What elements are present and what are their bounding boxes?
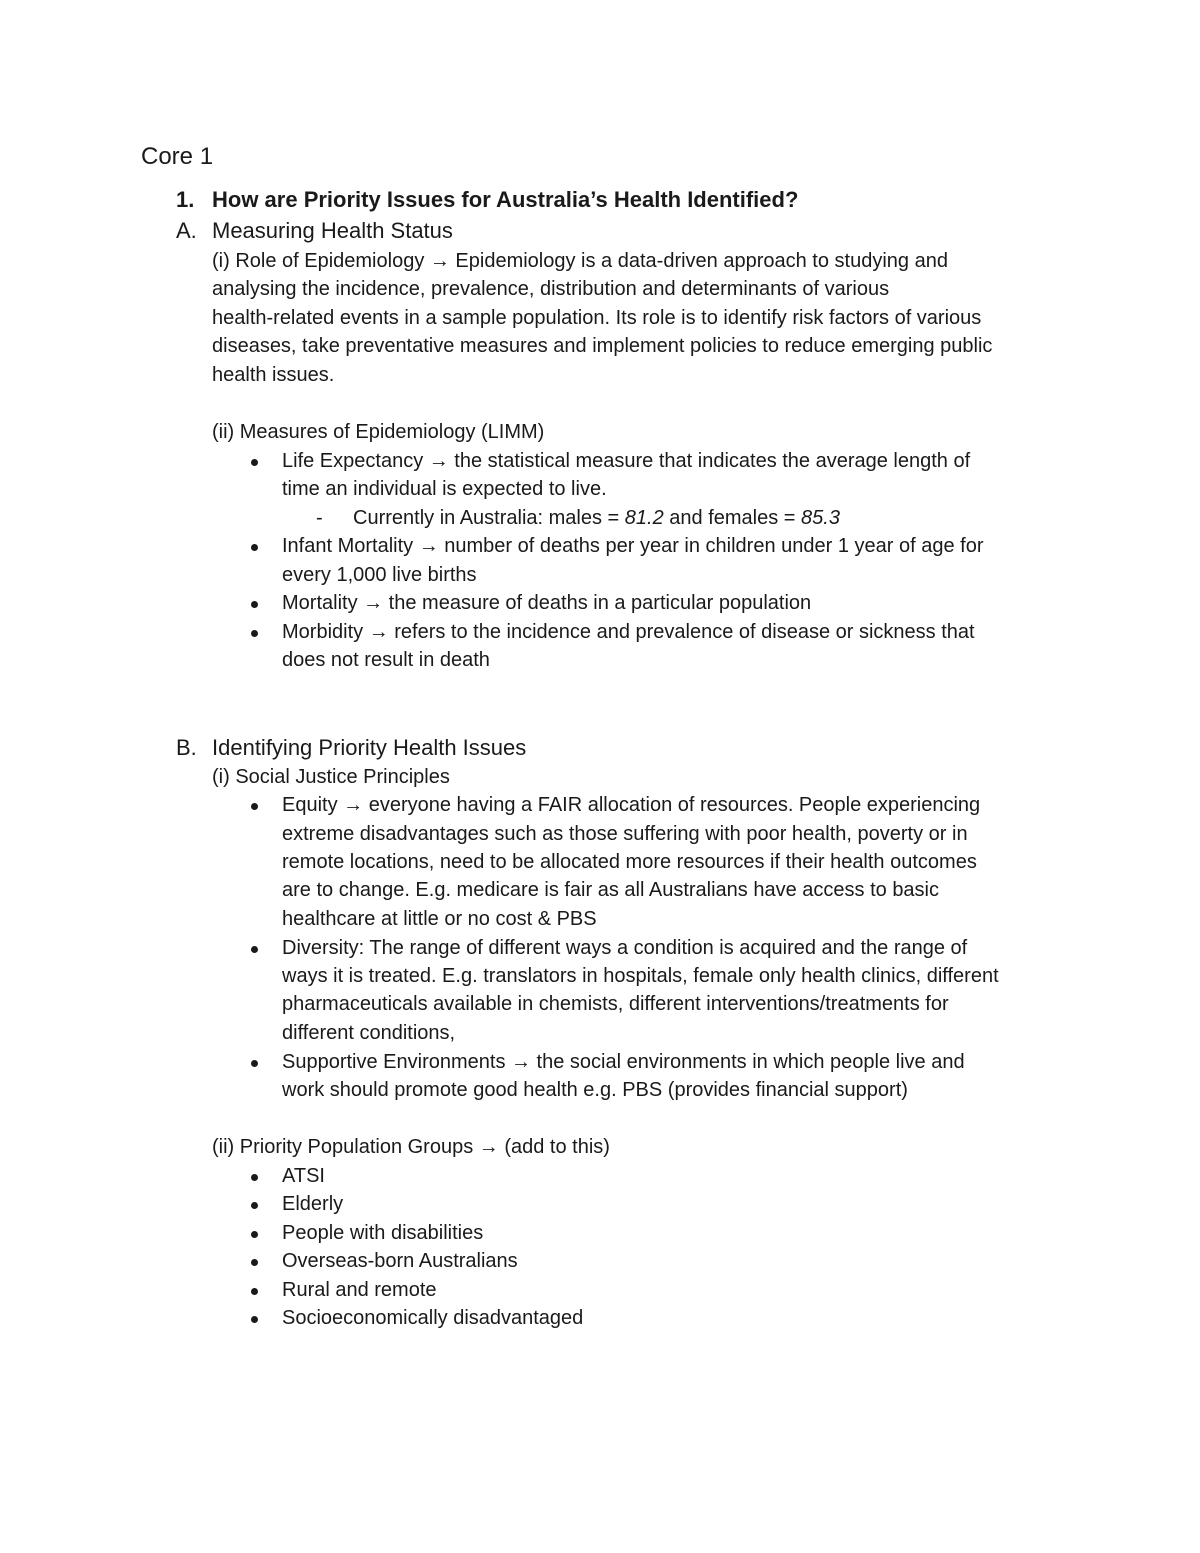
bullet-icon bbox=[251, 1259, 258, 1266]
supportive-line: work should promote good health e.g. PBS (provides financial support) bbox=[282, 1079, 908, 1101]
section-b-letter: B. bbox=[176, 735, 197, 760]
equity-line: healthcare at little or no cost & PBS bbox=[282, 908, 597, 930]
role-line: health-related events in a sample population. Its role is to identify risk factors of various bbox=[212, 307, 982, 329]
social-justice-heading: (i) Social Justice Principles bbox=[212, 766, 450, 788]
diversity-line: pharmaceuticals available in chemists, different interventions/treatments for bbox=[282, 993, 949, 1015]
priority-group-item: People with disabilities bbox=[282, 1222, 484, 1244]
role-line: diseases, take preventative measures and implement policies to reduce emerging public bbox=[212, 335, 993, 357]
bullet-icon bbox=[251, 1060, 258, 1067]
life-expectancy-stats bbox=[353, 504, 840, 533]
stats-prefix: Currently in Australia: males = bbox=[353, 507, 625, 529]
equity-line: are to change. E.g. medicare is fair as all Australians have access to basic bbox=[282, 879, 940, 901]
stats-middle: and females = bbox=[663, 507, 802, 529]
bullet-icon bbox=[251, 630, 258, 637]
priority-group-item: Elderly bbox=[282, 1193, 344, 1215]
infant-mortality-line: Infant Mortality → number of deaths per year in children under 1 year of age for bbox=[282, 535, 984, 557]
dash-icon: - bbox=[316, 507, 323, 529]
question-text: How are Priority Issues for Australia’s Health Identified? bbox=[212, 187, 799, 212]
bullet-icon bbox=[251, 1202, 258, 1209]
equity-line: remote locations, need to be allocated more resources if their health outcomes bbox=[282, 851, 977, 873]
life-expectancy-line: time an individual is expected to live. bbox=[282, 478, 607, 500]
priority-group-item: Socioeconomically disadvantaged bbox=[282, 1307, 584, 1329]
infant-mortality-line: every 1,000 live births bbox=[282, 564, 477, 586]
section-a-letter: A. bbox=[176, 218, 197, 243]
bullet-icon bbox=[251, 1288, 258, 1295]
morbidity-line: Morbidity → refers to the incidence and prevalence of disease or sickness that bbox=[282, 621, 975, 643]
priority-group-item: Rural and remote bbox=[282, 1279, 437, 1301]
females-value: 85.3 bbox=[801, 507, 840, 529]
equity-line: Equity → everyone having a FAIR allocation of resources. People experiencing bbox=[282, 794, 981, 816]
equity-line: extreme disadvantages such as those suffering with poor health, poverty or in bbox=[282, 823, 968, 845]
role-line: (i) Role of Epidemiology → Epidemiology is a data-driven approach to studying and bbox=[212, 250, 948, 272]
bullet-icon bbox=[251, 1316, 258, 1323]
bullet-icon bbox=[251, 803, 258, 810]
section-a-title: Measuring Health Status bbox=[212, 218, 453, 243]
role-line: analysing the incidence, prevalence, distribution and determinants of various bbox=[212, 278, 890, 300]
bullet-icon bbox=[251, 544, 258, 551]
supportive-line: Supportive Environments → the social environments in which people live and bbox=[282, 1051, 965, 1073]
mortality-line: Mortality → the measure of deaths in a particular population bbox=[282, 592, 812, 614]
diversity-line: ways it is treated. E.g. translators in hospitals, female only health clinics, different bbox=[282, 965, 999, 987]
question-number: 1. bbox=[176, 187, 195, 212]
core-title: Core 1 bbox=[141, 143, 214, 170]
measures-heading: (ii) Measures of Epidemiology (LIMM) bbox=[212, 421, 545, 443]
bullet-icon bbox=[251, 1174, 258, 1181]
bullet-icon bbox=[251, 459, 258, 466]
section-b-title: Identifying Priority Health Issues bbox=[212, 735, 527, 760]
diversity-line: Diversity: The range of different ways a condition is acquired and the range of bbox=[282, 937, 968, 959]
priority-group-item: Overseas-born Australians bbox=[282, 1250, 518, 1272]
bullet-icon bbox=[251, 1231, 258, 1238]
bullet-icon bbox=[251, 601, 258, 608]
priority-groups-heading: (ii) Priority Population Groups → (add to this) bbox=[212, 1136, 610, 1158]
morbidity-line: does not result in death bbox=[282, 649, 490, 671]
life-expectancy-line: Life Expectancy → the statistical measure that indicates the average length of bbox=[282, 450, 971, 472]
role-line: health issues. bbox=[212, 364, 335, 386]
diversity-line: different conditions, bbox=[282, 1022, 456, 1044]
males-value: 81.2 bbox=[624, 507, 664, 529]
bullet-icon bbox=[251, 946, 258, 953]
priority-group-item: ATSI bbox=[282, 1165, 325, 1187]
